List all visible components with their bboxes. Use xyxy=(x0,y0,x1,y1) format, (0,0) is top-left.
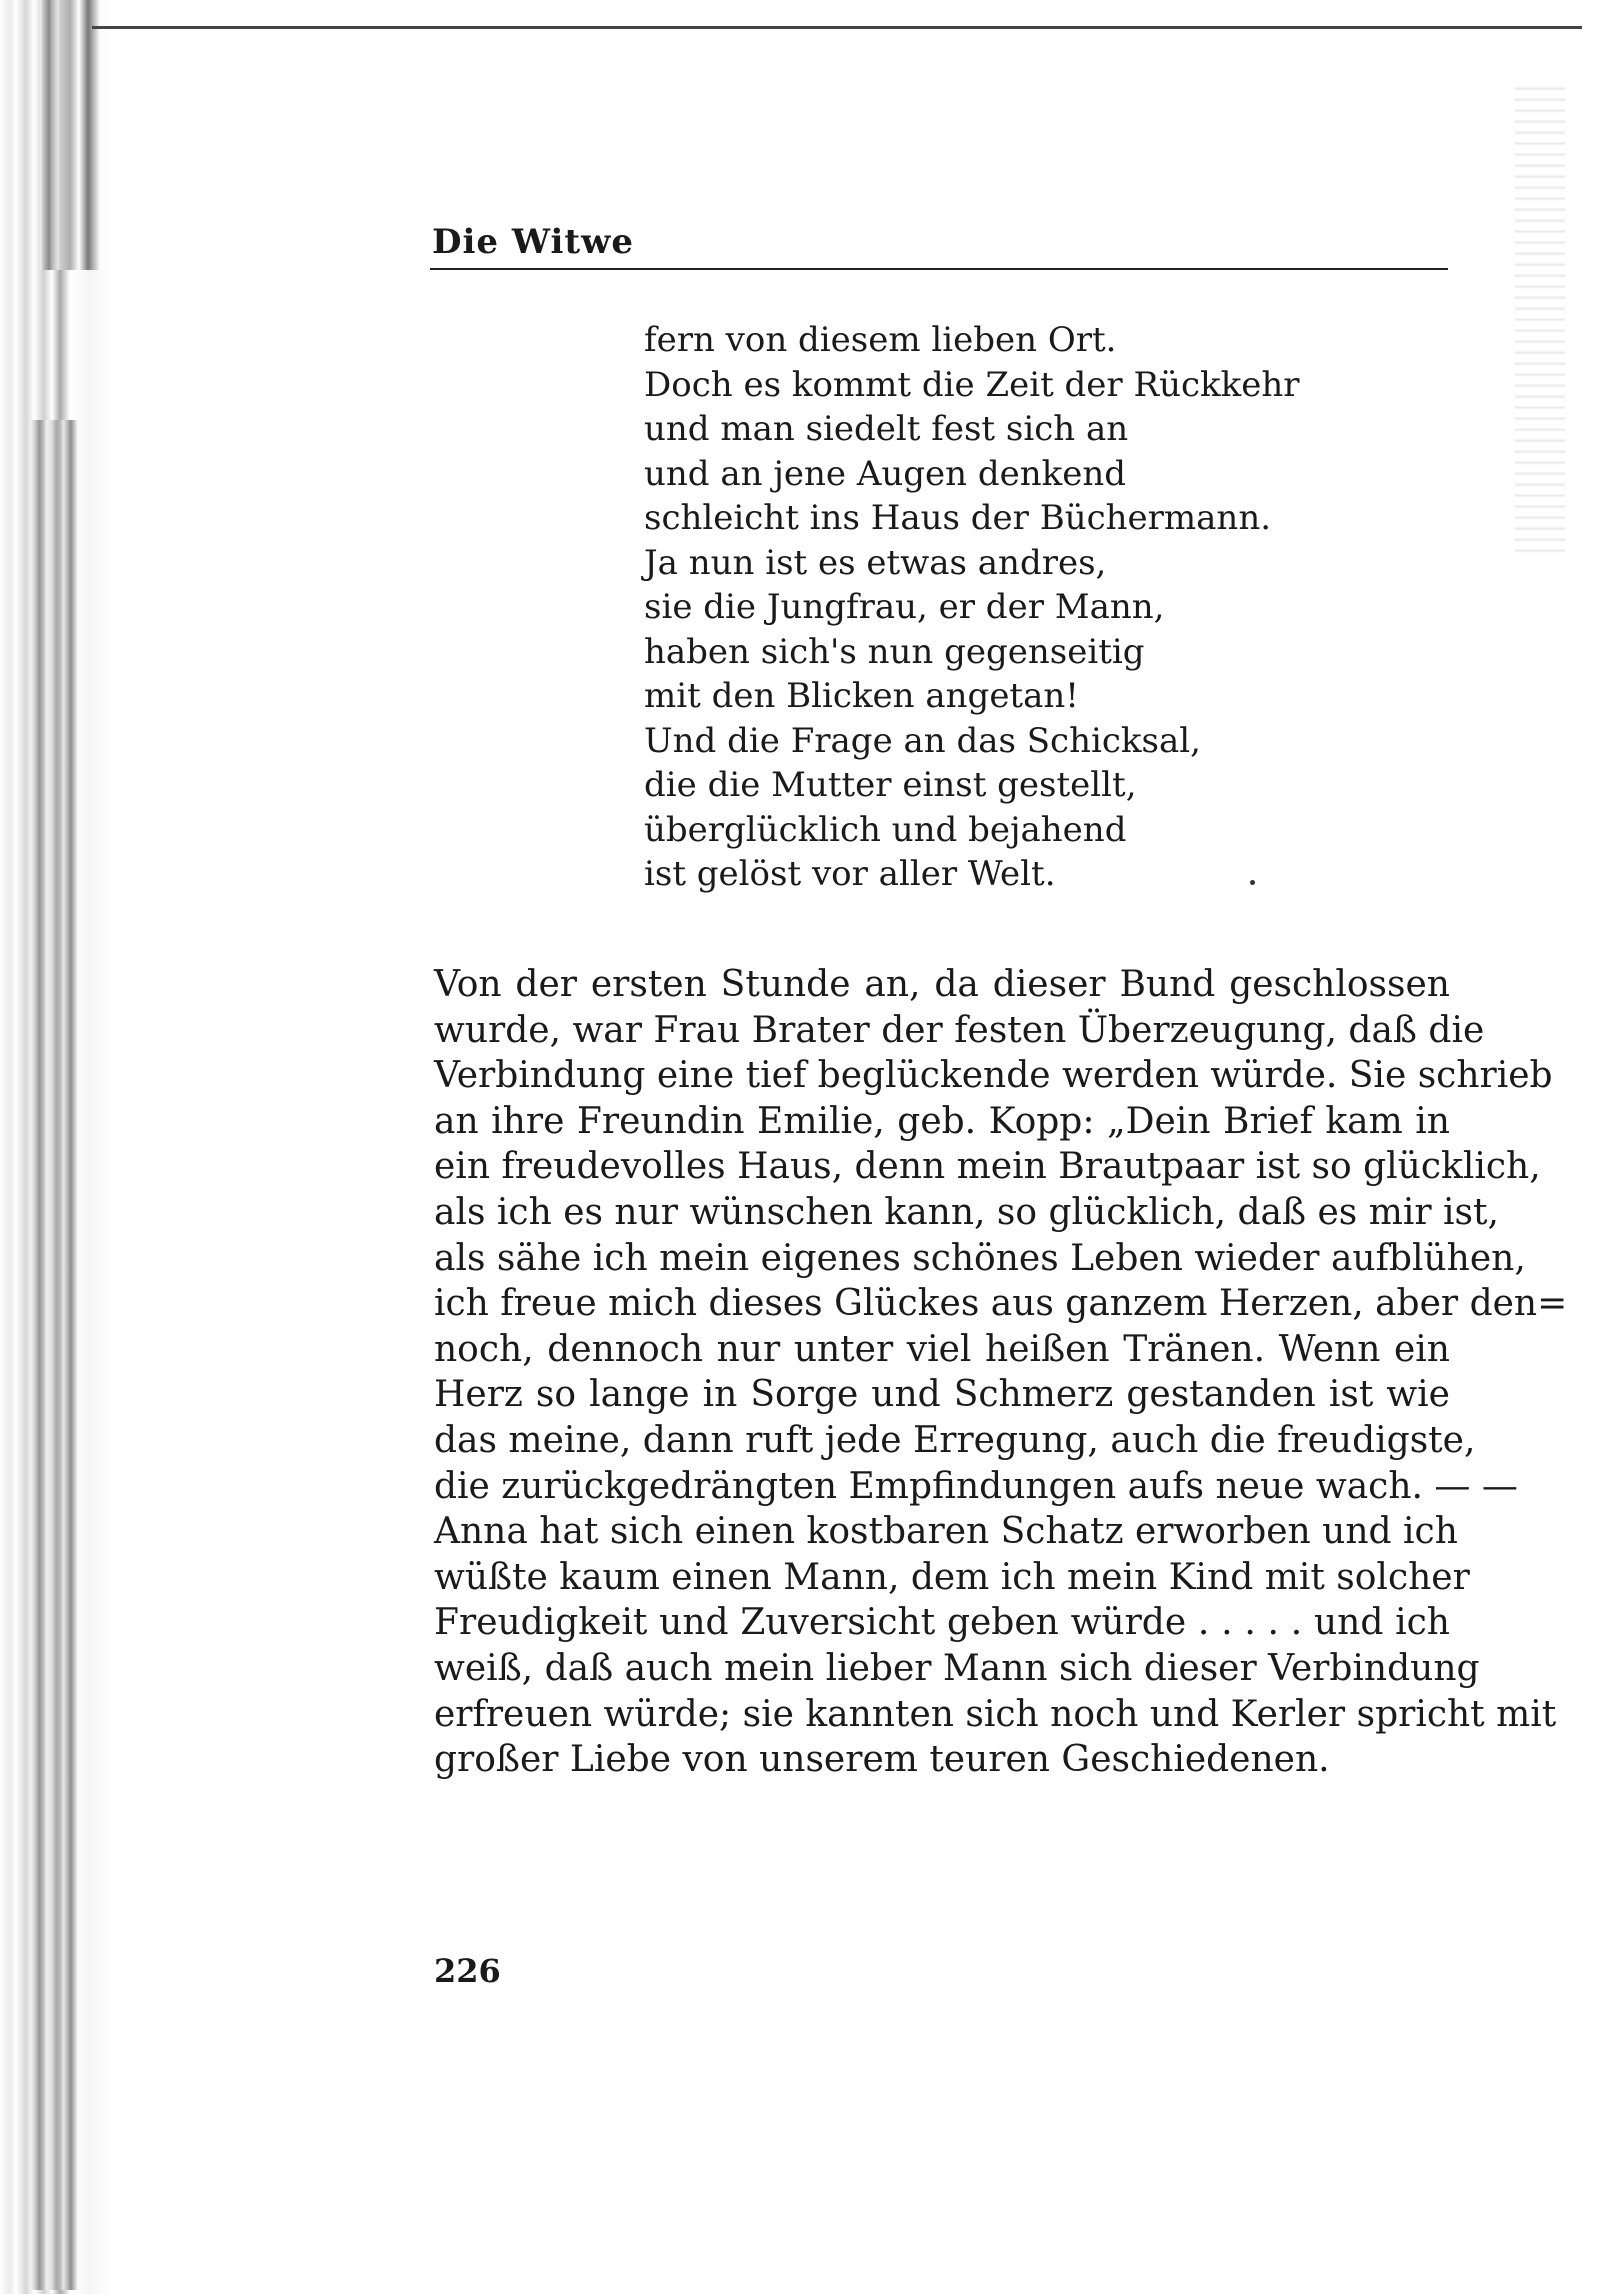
prose-line: ich freue mich dieses Glückes aus ganzem Herzen, aber den= xyxy=(434,1283,1568,1325)
prose-line: Herz so lange in Sorge und Schmerz gestanden ist wie xyxy=(434,1374,1450,1416)
prose-line: ein freudevolles Haus, denn mein Brautpaar ist so glücklich, xyxy=(434,1146,1541,1188)
prose-line: großer Liebe von unserem teuren Geschiedenen. xyxy=(434,1739,1330,1781)
page-binding-shadow xyxy=(30,420,78,2290)
poem-block xyxy=(644,318,1300,897)
poem-line: und man siedelt fest sich an xyxy=(644,409,1129,449)
stray-dot xyxy=(1250,880,1255,885)
poem-line: ist gelöst vor aller Welt. xyxy=(644,854,1056,894)
header-rule xyxy=(430,268,1448,270)
prose-line: an ihre Freundin Emilie, geb. Kopp: „Dein Brief kam in xyxy=(434,1100,1450,1142)
scan-noise xyxy=(1515,80,1565,560)
poem-line: mit den Blicken angetan! xyxy=(644,676,1079,716)
prose-line: Von der ersten Stunde an, da dieser Bund geschlossen xyxy=(434,964,1450,1005)
poem-line: haben sich's nun gegenseitig xyxy=(644,631,1145,672)
prose-line: wurde, war Frau Brater der festen Überzeugung, daß die xyxy=(434,1009,1485,1051)
prose-line: Anna hat sich einen kostbaren Schatz erworben und ich xyxy=(434,1511,1458,1553)
prose-line: Verbindung eine tief beglückende werden würde. Sie schrieb xyxy=(434,1055,1553,1097)
prose-line: das meine, dann ruft jede Erregung, auch die freudigste, xyxy=(434,1419,1476,1461)
prose-line: wüßte kaum einen Mann, dem ich mein Kind mit solcher xyxy=(434,1556,1470,1598)
poem-line: fern von diesem lieben Ort. xyxy=(644,320,1117,360)
prose-line: erfreuen würde; sie kannten sich noch und Kerler spricht mit xyxy=(434,1693,1557,1735)
running-head: Die Witwe xyxy=(432,222,634,262)
page-binding-shadow-top xyxy=(40,0,100,270)
prose-line: weiß, daß auch mein lieber Mann sich dieser Verbindung xyxy=(434,1647,1480,1689)
prose-paragraph xyxy=(434,962,1568,1783)
page-top-edge xyxy=(92,26,1582,29)
poem-line: Und die Frage an das Schicksal, xyxy=(644,720,1201,761)
prose-line: Freudigkeit und Zuversicht geben würde . . . . . und ich xyxy=(434,1602,1450,1644)
poem-line: Doch es kommt die Zeit der Rückkehr xyxy=(644,364,1300,405)
poem-line: schleicht ins Haus der Büchermann. xyxy=(644,498,1272,538)
prose-line: als sähe ich mein eigenes schönes Leben wieder aufblühen, xyxy=(434,1237,1526,1279)
poem-line: die die Mutter einst gestellt, xyxy=(644,765,1137,805)
prose-line: als ich es nur wünschen kann, so glücklich, daß es mir ist, xyxy=(434,1191,1499,1233)
page-number: 226 xyxy=(434,1952,501,1990)
prose-line: noch, dennoch nur unter viel heißen Tränen. Wenn ein xyxy=(434,1328,1450,1370)
poem-line: sie die Jungfrau, er der Mann, xyxy=(644,587,1165,627)
poem-line: und an jene Augen denkend xyxy=(644,453,1127,494)
prose-line: die zurückgedrängten Empfindungen aufs neue wach. — — xyxy=(434,1465,1518,1507)
poem-line: überglücklich und bejahend xyxy=(644,809,1127,850)
poem-line: Ja nun ist es etwas andres, xyxy=(644,542,1107,583)
